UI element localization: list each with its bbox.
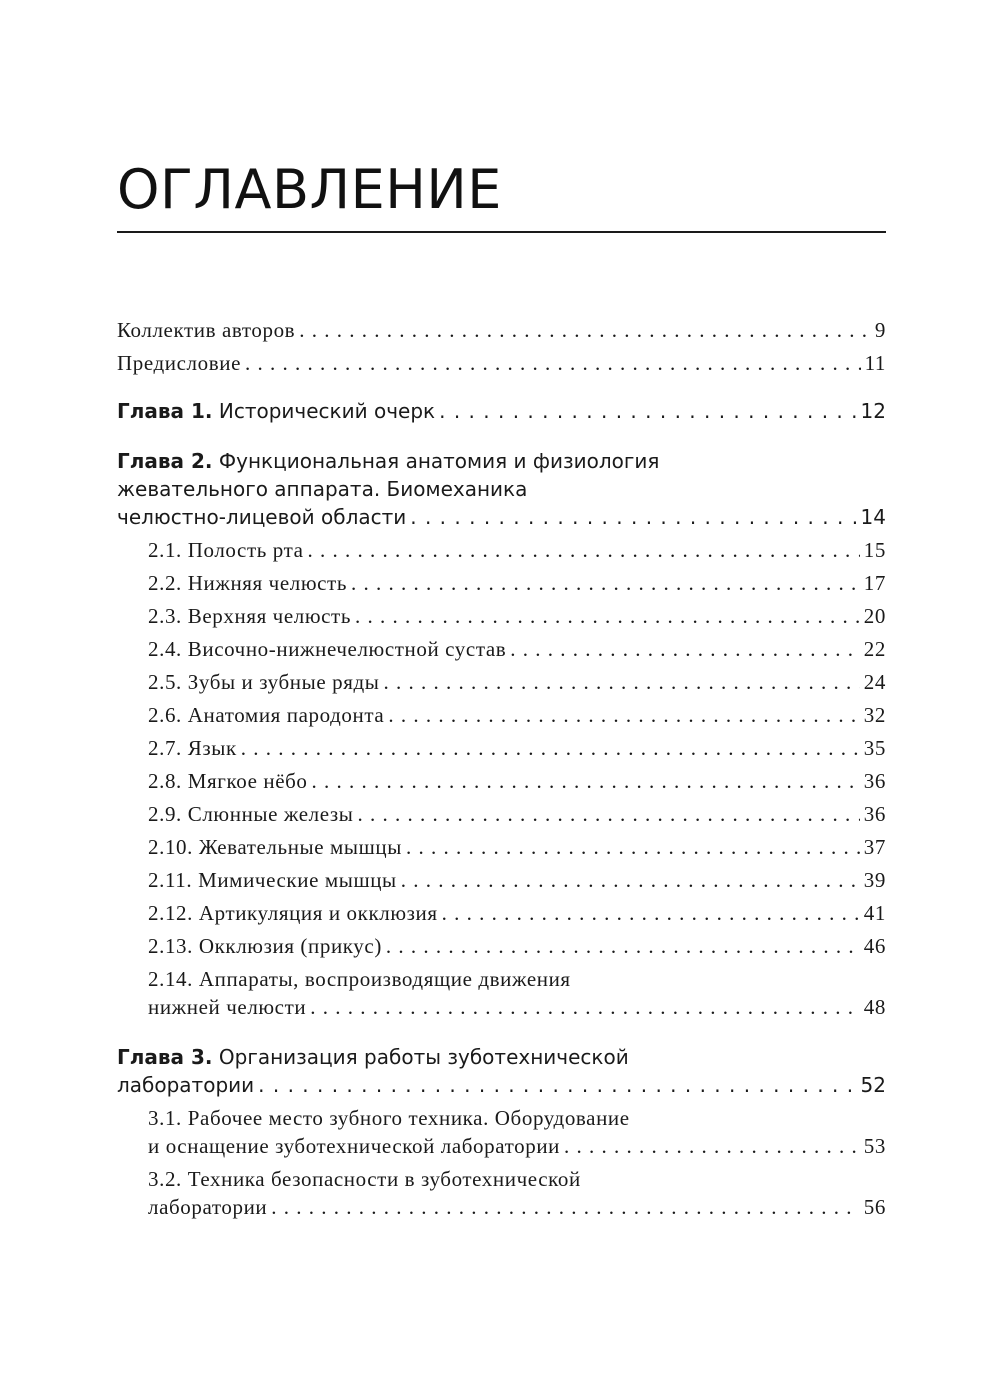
section-title: 2.8. Мягкое нёбо	[148, 769, 308, 793]
dot-leader	[271, 1193, 860, 1221]
chapter-label: Глава 3.	[117, 1045, 213, 1069]
section-title: 2.6. Анатомия пародонта	[148, 703, 385, 727]
chapter-title-line-1: Функциональная анатомия и физиология	[218, 449, 660, 473]
section-title: 2.2. Нижняя челюсть	[148, 571, 347, 595]
section-title-line-1: 3.1. Рабочее место зубного техника. Оборудование	[148, 1106, 630, 1130]
page-number: 41	[863, 901, 886, 925]
dot-leader	[564, 1132, 860, 1160]
section-title-line-1: 3.2. Техника безопасности в зуботехнической	[148, 1167, 581, 1191]
entry-text: Коллектив авторов	[117, 318, 296, 342]
toc-section-2-4[interactable]	[148, 635, 886, 663]
page-number: 53	[863, 1134, 886, 1158]
dot-leader	[383, 668, 859, 696]
toc-section-2-9[interactable]	[148, 800, 886, 828]
section-title: 2.5. Зубы и зубные ряды	[148, 670, 380, 694]
dot-leader	[299, 316, 871, 344]
toc-chapter-1[interactable]	[117, 397, 886, 425]
page-number: 24	[863, 670, 886, 694]
chapter-title-line-3: челюстно-лицевой области	[117, 505, 407, 529]
toc-chapter-3[interactable]	[117, 1043, 886, 1099]
dot-leader	[358, 800, 860, 828]
dot-leader	[410, 503, 856, 531]
toc-section-2-8[interactable]	[148, 767, 886, 795]
page-number: 14	[860, 505, 886, 529]
dot-leader	[351, 569, 860, 597]
entry-text: Предисловие	[117, 351, 242, 375]
dot-leader	[241, 734, 860, 762]
section-title: 2.10. Жевательные мышцы	[148, 835, 402, 859]
toc-chapter-2[interactable]	[117, 447, 886, 531]
toc-entry-preface[interactable]	[117, 349, 886, 377]
dot-leader	[386, 932, 860, 960]
toc-section-2-3[interactable]	[148, 602, 886, 630]
dot-leader	[355, 602, 860, 630]
dot-leader	[510, 635, 860, 663]
dot-leader	[310, 993, 860, 1021]
page-number: 46	[863, 934, 886, 958]
page-number: 15	[863, 538, 886, 562]
section-title: 2.9. Слюнные железы	[148, 802, 354, 826]
section-title-line-1: 2.14. Аппараты, воспроизводящие движения	[148, 967, 571, 991]
page-number: 39	[863, 868, 886, 892]
dot-leader	[245, 349, 861, 377]
toc-section-2-13[interactable]	[148, 932, 886, 960]
page-number: 56	[863, 1195, 886, 1219]
chapter-label: Глава 1.	[117, 399, 213, 423]
chapter-2-sections	[117, 536, 886, 1021]
title-divider	[117, 231, 886, 233]
page-number: 11	[864, 351, 886, 375]
toc-section-2-1[interactable]	[148, 536, 886, 564]
toc-section-2-14[interactable]	[148, 965, 886, 1021]
toc-section-2-5[interactable]	[148, 668, 886, 696]
section-title: 2.11. Мимические мышцы	[148, 868, 397, 892]
dot-leader	[406, 833, 860, 861]
section-title-line-2: и оснащение зуботехнической лаборатории	[148, 1134, 561, 1158]
page-number: 20	[863, 604, 886, 628]
chapter-title: Исторический очерк	[218, 399, 436, 423]
toc-section-2-10[interactable]	[148, 833, 886, 861]
dot-leader	[312, 767, 860, 795]
chapter-title-line-2: лаборатории	[117, 1073, 255, 1097]
section-title: 2.4. Височно-нижнечелюстной сустав	[148, 637, 507, 661]
page-number: 22	[863, 637, 886, 661]
toc-section-2-2[interactable]	[148, 569, 886, 597]
section-title-line-2: лаборатории	[148, 1195, 268, 1219]
chapter-3-sections	[117, 1104, 886, 1221]
toc-section-2-12[interactable]	[148, 899, 886, 927]
section-title: 2.1. Полость рта	[148, 538, 304, 562]
table-of-contents	[117, 316, 886, 1221]
section-title: 2.12. Артикуляция и окклюзия	[148, 901, 438, 925]
toc-section-2-6[interactable]	[148, 701, 886, 729]
toc-section-3-1[interactable]	[148, 1104, 886, 1160]
page-number: 36	[863, 802, 886, 826]
toc-section-3-2[interactable]	[148, 1165, 886, 1221]
section-title-line-2: нижней челюсти	[148, 995, 307, 1019]
dot-leader	[258, 1071, 856, 1099]
chapter-label: Глава 2.	[117, 449, 213, 473]
dot-leader	[442, 899, 860, 927]
page-number: 37	[863, 835, 886, 859]
section-title: 2.3. Верхняя челюсть	[148, 604, 352, 628]
section-title: 2.7. Язык	[148, 736, 237, 760]
section-title: 2.13. Окклюзия (прикус)	[148, 934, 382, 958]
toc-entry-authors[interactable]	[117, 316, 886, 344]
toc-section-2-11[interactable]	[148, 866, 886, 894]
dot-leader	[439, 397, 856, 425]
page-number: 32	[863, 703, 886, 727]
dot-leader	[308, 536, 860, 564]
chapter-title-line-2: жевательного аппарата. Биомеханика	[117, 477, 528, 501]
page-title: ОГЛАВЛЕНИЕ	[117, 158, 502, 221]
page-number: 35	[863, 736, 886, 760]
page-number: 52	[860, 1073, 886, 1097]
chapter-title-line-1: Организация работы зуботехнической	[218, 1045, 629, 1069]
toc-section-2-7[interactable]	[148, 734, 886, 762]
page-number: 48	[863, 995, 886, 1019]
page-number: 12	[860, 399, 886, 423]
page-number: 9	[874, 318, 886, 342]
dot-leader	[401, 866, 860, 894]
page-number: 17	[863, 571, 886, 595]
page-number: 36	[863, 769, 886, 793]
dot-leader	[388, 701, 859, 729]
